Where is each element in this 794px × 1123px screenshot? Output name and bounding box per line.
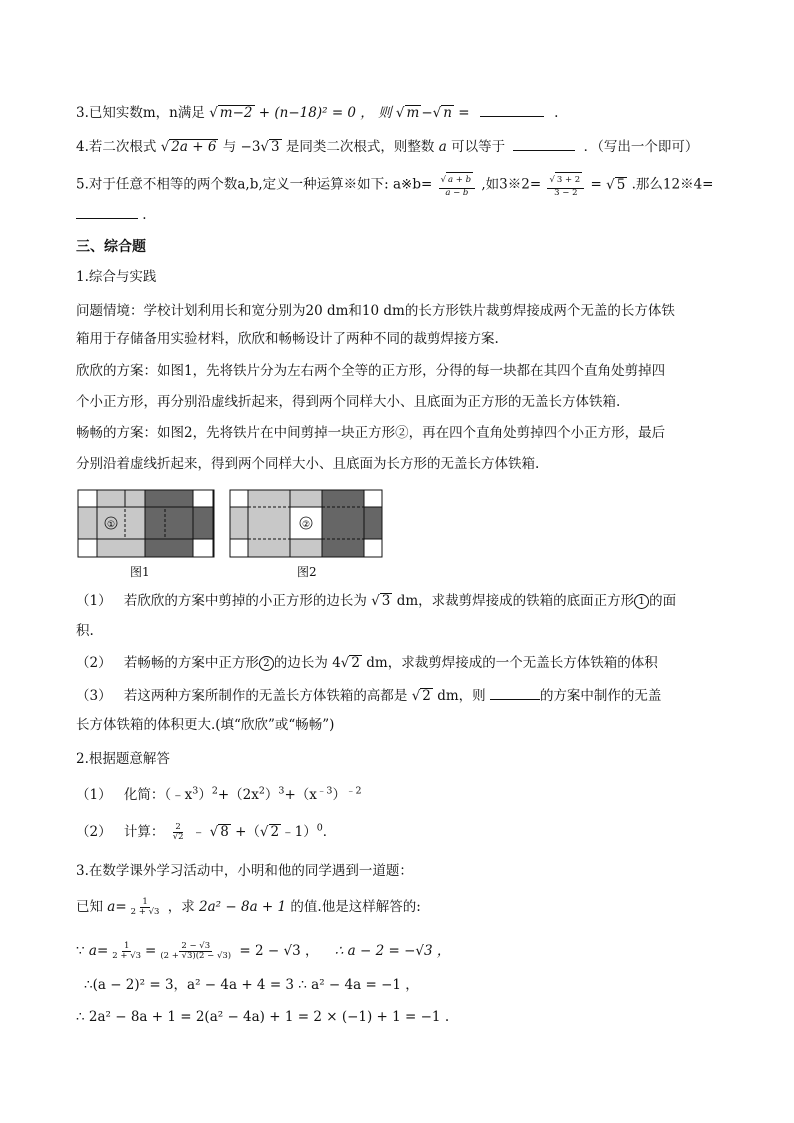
p3-sol-frac2: $\frac{2 - √3}{(2 + √3)(2 - √3)}$ [160, 941, 232, 961]
q5-ask: .那么12※4= [631, 176, 714, 193]
q5-ex-fraction: $\frac{√ 3 + 2}{3 - 2}$ [547, 172, 584, 198]
q3-prefix: 3.已知实数m，n满足 [76, 105, 205, 121]
q4-tail: ．（写出一个即可） [583, 139, 699, 155]
q4-can: 可以等于 [451, 139, 506, 155]
p3-eq: = [115, 899, 127, 915]
q3-expr: √ m −√ n = [395, 105, 470, 121]
q4-radical: √ 2a + 6 [160, 139, 217, 155]
q5-answer-blank[interactable] [76, 206, 138, 219]
p3-ans: 的值.他是这样解答的: [290, 899, 421, 915]
section-title: 三、综合题 [76, 239, 146, 255]
p1-s3 [76, 687, 661, 705]
q3-middle: + (n−18)² = 0 ， 则 [258, 105, 392, 121]
p3-because: ∵ [76, 943, 85, 959]
p2-s2-exp: 0 [316, 822, 323, 834]
p1-title: 1.综合与实践 [76, 269, 157, 285]
q4-prefix: 4.若二次根式 [76, 139, 157, 155]
p1-line3: 欣欣的方案：如图1，先将铁片分为左右两个全等的正方形，分得的每一块都在其四个直角处剪掉四 [76, 363, 666, 379]
q4-var: a [438, 139, 447, 155]
p2-s2-fraction: $\frac{2}{√2}$ [172, 822, 184, 842]
q5-line [76, 172, 714, 198]
p1-s1-cont: 积. [76, 623, 94, 639]
q5-prefix: 5.对于任意不相等的两个数a,b,定义一种运算※如下: a※b= [76, 176, 433, 193]
p2-s1-expr: 化简：$(﹣x^3)^2+(2x^2)^3+(x^{﹣3})^{﹣2}$ [123, 785, 362, 803]
q5-ex-eq: = [590, 176, 602, 193]
p3-sol-line3: ∴ 2a² − 8a + 1 = 2(a² − 4a) + 1 = 2 × (−1) + 1 = −1 . [76, 1009, 450, 1025]
p1-s3-text-c: 的方案中制作的无盖 [539, 688, 662, 704]
p1-line1: 问题情境：学校计划利用长和宽分别为20 dm和10 dm的长方形铁片裁剪焊接成两个无盖的长方体铁 [76, 303, 675, 319]
p1-s1-text-b: dm，求裁剪焊接成的铁箱的底面正方形 [396, 593, 635, 609]
p1-line6: 分别沿着虚线折起来，得到两个同样大小、且底面为长方形的无盖长方体铁箱. [76, 456, 540, 472]
q4-radical2: −3√ 3 [240, 139, 280, 155]
p3-sol-b: ∴ a − 2 = −√3 ， [334, 943, 451, 959]
p3-var: a [107, 899, 116, 915]
p3-given-label: 已知 [76, 899, 103, 915]
p2-s2-minus: ﹣ [191, 824, 206, 840]
p1-s3-answer-blank[interactable] [490, 687, 540, 700]
q4-middle: 是同类二次根式，则整数 [285, 139, 435, 155]
p1-s1-text-c: 的面 [649, 593, 677, 609]
p1-s2-text-a: 若畅畅的方案中正方形 [123, 655, 259, 671]
p3-title: 3.在数学课外学习活动中，小明和他的同学遇到一道题： [76, 863, 413, 879]
figure-2 [230, 490, 382, 557]
p2-s1-num: （1） [76, 787, 112, 803]
p2-s2-plus: +（ [235, 824, 260, 840]
p1-s1-circle: 1 [634, 594, 649, 609]
figures [77, 489, 383, 559]
p3-expr: 2a² − 8a + 1 [199, 899, 287, 915]
p1-line2: 箱用于存储备用实验材料，欣欣和畅畅设计了两种不同的裁剪焊接方案. [76, 331, 499, 347]
p1-s1-num: （1） [76, 593, 112, 609]
p2-s2-end: ． [322, 824, 337, 840]
p1-s2-text-c: dm，求裁剪焊接成的一个无盖长方体铁箱的体积 [366, 655, 658, 671]
p3-ask: ，求 [167, 899, 195, 915]
p1-s2-text-b: 的边长为 [273, 655, 328, 671]
p1-s2 [76, 654, 658, 672]
q5-line2 [76, 206, 147, 224]
q5-def-fraction: $\frac{√ a + b}{a - b}$ [439, 172, 475, 198]
p1-s1 [76, 592, 676, 610]
figure-1 [78, 490, 214, 557]
p1-s3-text-a: 若这两种方案所制作的无盖长方体铁箱的高都是 [123, 688, 408, 704]
p3-sol-line1: ∵ a= $\frac{1}{2 + √3}$ = $\frac{2 - √3}{(2 + √3)(2 - √3)}$ = 2 − √3 ， ∴ a − 2 = −√3 ， [76, 941, 451, 961]
p3-sol-frac1: $\frac{1}{2 + √3}$ [112, 941, 142, 961]
q5-ex-result: √ 5 [606, 176, 626, 193]
p3-fraction: $\frac{1}{2 + √3}$ [130, 897, 160, 917]
q4-with: 与 [222, 139, 237, 155]
p1-line4: 个小正方形，再分别沿虚线折起来，得到两个同样大小、且底面为正方形的无盖长方体铁箱. [76, 394, 621, 410]
p3-sol-line2: ∴(a − 2)² = 3，a² − 4a + 4 = 3 ∴ a² − 4a = −1 ， [84, 977, 419, 993]
q4-answer-blank[interactable] [513, 138, 575, 151]
p1-s3-text-b: dm，则 [437, 688, 486, 704]
q3-tail: . [554, 105, 559, 121]
p2-s2 [76, 823, 336, 842]
p1-s3-cont: 长方体铁箱的体积更大.(填“欣欣”或“畅畅”) [76, 717, 335, 733]
p1-s3-root: √ 2 [411, 688, 431, 704]
q3-sqrt: √ m−2 [209, 105, 253, 121]
q5-example: ,如3※2= [481, 176, 542, 193]
fig2-caption: 图2 [297, 565, 317, 579]
p2-title: 2.根据题意解答 [76, 751, 170, 767]
p1-s2-root: 4√ 2 [332, 655, 360, 671]
p1-s1-root: √ 3 [371, 593, 391, 609]
p2-s2-root2: √ 2 [259, 824, 280, 840]
q3-answer-blank[interactable] [480, 104, 544, 117]
fig1-label: ① [106, 520, 116, 530]
p3-given [76, 898, 421, 917]
p2-s2-paren: ﹣1） [281, 824, 317, 840]
p2-s2-label: 计算： [123, 824, 165, 840]
p1-s1-text-a: 若欣欣的方案中剪掉的小正方形的边长为 [123, 593, 367, 609]
q5-tail: . [142, 207, 147, 223]
fig1-caption: 图1 [130, 565, 150, 579]
p1-s3-num: （3） [76, 688, 112, 704]
p3-sol-res: = 2 − √3 ， [239, 943, 319, 959]
p1-s2-circle: 2 [259, 656, 274, 671]
fig2-label: ② [301, 520, 311, 530]
p2-s2-root8: √ 8 [209, 824, 229, 840]
q3-line [76, 104, 558, 122]
q4-line [76, 138, 698, 156]
p1-line5: 畅畅的方案：如图2，先将铁片在中间剪掉一块正方形②，再在四个直角处剪掉四个小正方形，最后 [76, 425, 666, 441]
p2-s2-num: （2） [76, 824, 112, 840]
p1-s2-num: （2） [76, 655, 112, 671]
p2-s1 [76, 786, 362, 804]
